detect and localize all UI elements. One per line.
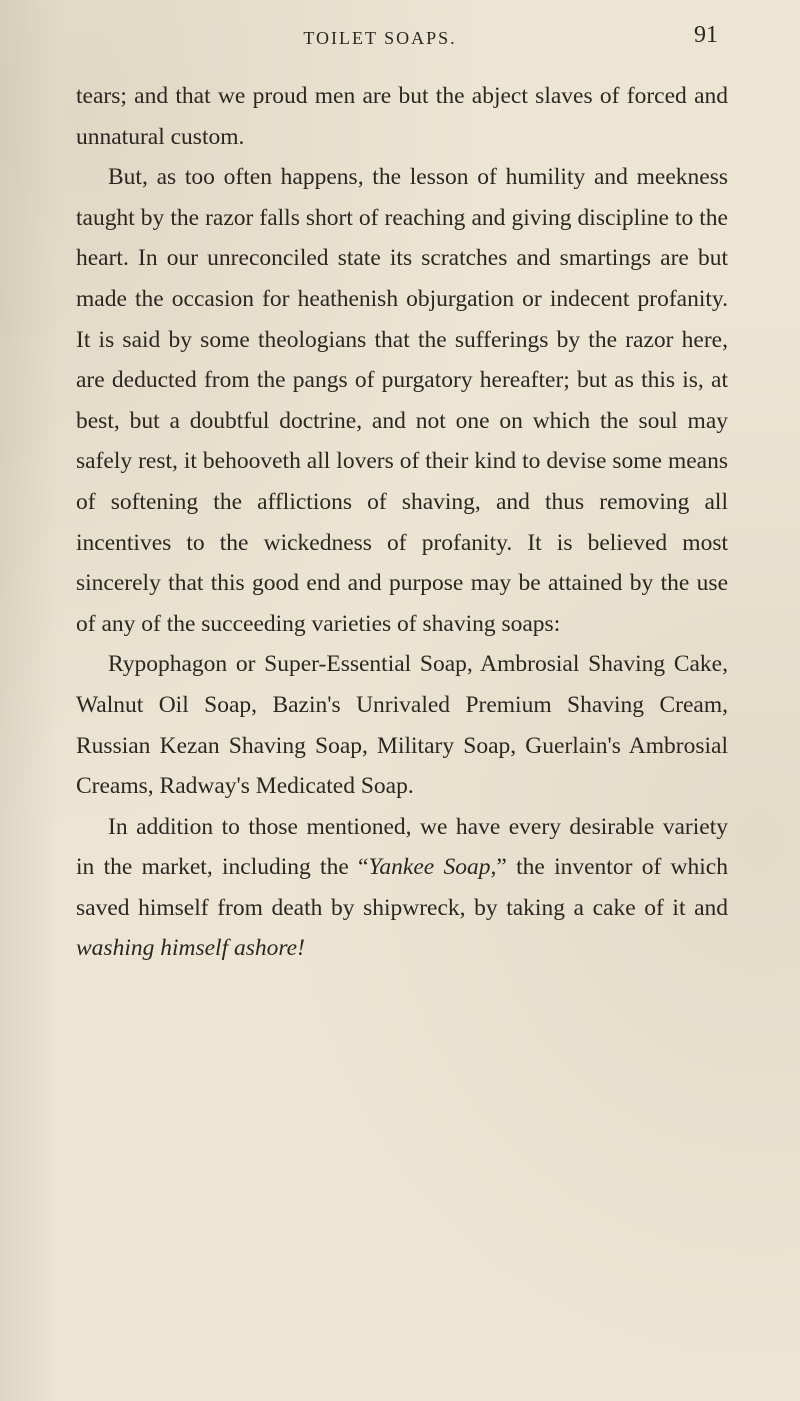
paragraph-yankee-soap xyxy=(76,807,728,969)
paragraph-soap-list: Rypophagon or Super-Essential Soap, Ambrosial Shaving Cake, Walnut Oil Soap, Bazin's Unrivaled Premium Shaving Cream, Russian Kezan Shaving Soap, Military Soap, Guerlain's Ambrosial Creams, Radway's Medicated Soap. xyxy=(76,651,728,800)
yankee-text-middle: ” the inventor of which saved himself from death by shipwreck, by taking a cake of it and xyxy=(76,854,728,921)
paragraph-razor-lesson: But, as too often happens, the lesson of humility and meekness taught by the razor falls short of reaching and giving discipline to the heart. In our unreconciled state its scratches and smartings are but made the occasion for heathenish objurgation or indecent profanity. It is said by some theologians that the sufferings by the razor here, are deducted from the pangs of purgatory hereafter; but as this is, at best, but a doubtful doctrine, and not one on which the soul may safely rest, it behooveth all lovers of their kind to devise some means of softening the afflictions of shaving, and thus removing all incentives to the wickedness of profanity. It is believed most sincerely that this good end and purpose may be attained by the use of any of the succeeding varieties of shaving soaps: xyxy=(76,164,728,637)
page-number: 91 xyxy=(694,22,718,48)
yankee-soap-name: Yankee Soap, xyxy=(368,854,497,881)
body-text xyxy=(76,76,728,969)
yankee-text-before: In addition to those mentioned, we have every desirable variety in the market, including the “ xyxy=(76,813,728,881)
running-head xyxy=(0,12,800,52)
paragraph-continuation: tears; and that we proud men are but the abject slaves of forced and unnatural custom. xyxy=(76,83,728,150)
washing-ashore-phrase: washing himself ashore! xyxy=(76,935,305,962)
running-title: TOILET SOAPS. xyxy=(303,28,457,48)
